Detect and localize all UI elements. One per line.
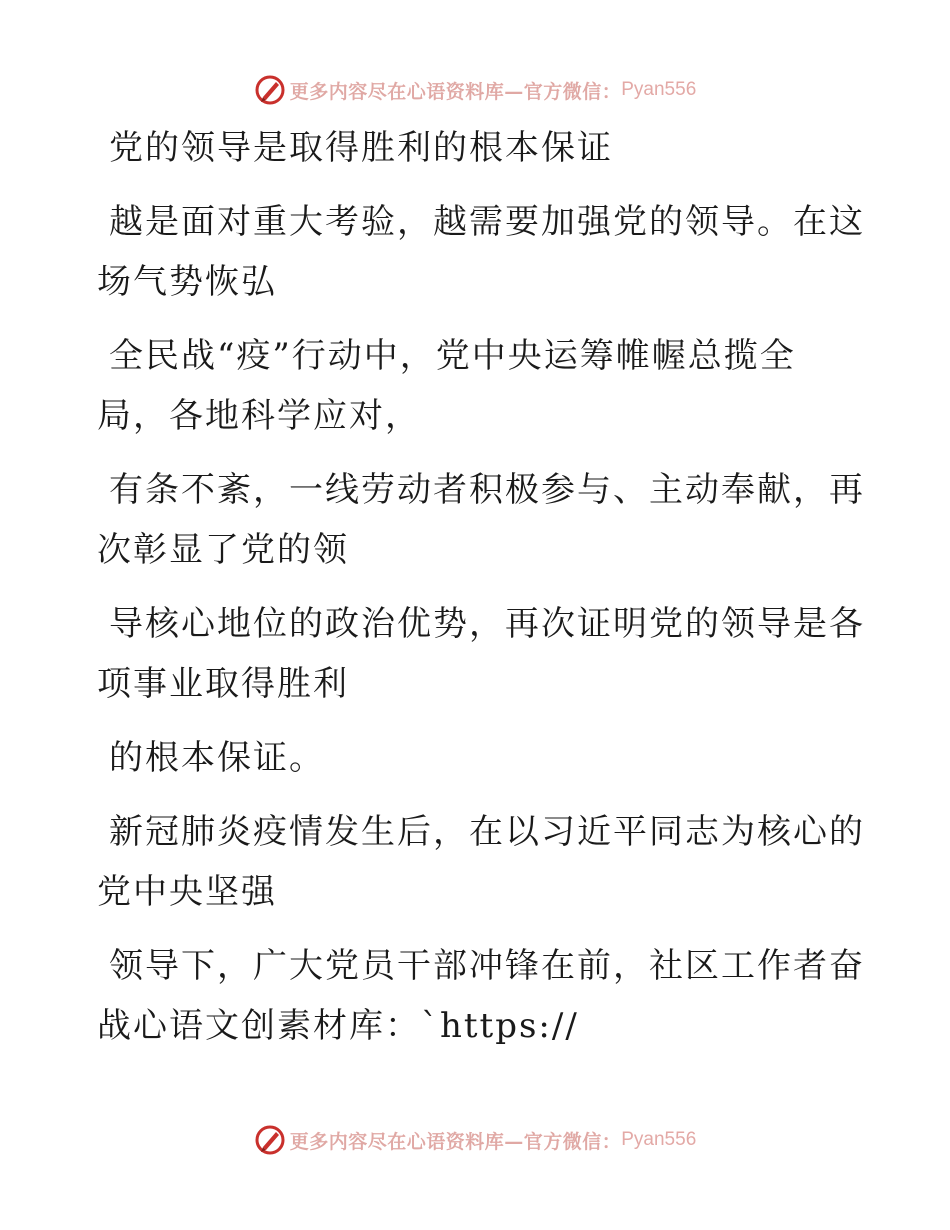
paragraph-line: 战心语文创素材库：`https:// (97, 1006, 579, 1046)
pen-circle-logo-icon (254, 74, 286, 106)
paragraph-2 (97, 192, 865, 312)
paragraph-line: 领导下，广大党员干部冲锋在前，社区工作者奋 (109, 946, 865, 986)
footer-banner (0, 1120, 950, 1160)
paragraph-line: 有条不紊，一线劳动者积极参与、主动奉献，再 (109, 470, 865, 510)
paragraph-line: 的根本保证。 (109, 738, 325, 778)
paragraph-3 (97, 326, 837, 446)
paragraph-line: 全民战“疫”行动中，党中央运筹帷幄总揽全 (109, 336, 796, 376)
paragraph-line: 党中央坚强 (97, 872, 277, 912)
paragraph-line: 导核心地位的政治优势，再次证明党的领导是各 (109, 604, 865, 644)
header-wechat-id: Pyan556 (621, 79, 697, 100)
pen-circle-logo-icon (254, 1124, 286, 1156)
header-banner-text: 更多内容尽在心语资料库—官方微信： (289, 80, 622, 103)
paragraph-line: 局，各地科学应对， (97, 396, 421, 436)
paragraph-4 (97, 460, 865, 580)
paragraph-line: 新冠肺炎疫情发生后，在以习近平同志为核心的 (109, 812, 865, 852)
paragraph-line: 越是面对重大考验，越需要加强党的领导。在这 (109, 202, 865, 242)
paragraph-7 (97, 802, 865, 922)
footer-banner-text: 更多内容尽在心语资料库—官方微信： (289, 1130, 622, 1153)
paragraph-line: 次彰显了党的领 (97, 530, 349, 570)
footer-wechat-id: Pyan556 (621, 1129, 697, 1150)
paragraph-line: 项事业取得胜利 (97, 664, 349, 704)
paragraph-line: 场气势恢弘 (97, 262, 277, 302)
paragraph-6 (97, 728, 837, 788)
paragraph-1 (97, 118, 837, 178)
paragraph-8 (97, 936, 865, 1056)
paragraph-line: 党的领导是取得胜利的根本保证 (109, 128, 613, 168)
document-body (97, 118, 865, 1056)
paragraph-5 (97, 594, 865, 714)
header-banner (0, 70, 950, 110)
